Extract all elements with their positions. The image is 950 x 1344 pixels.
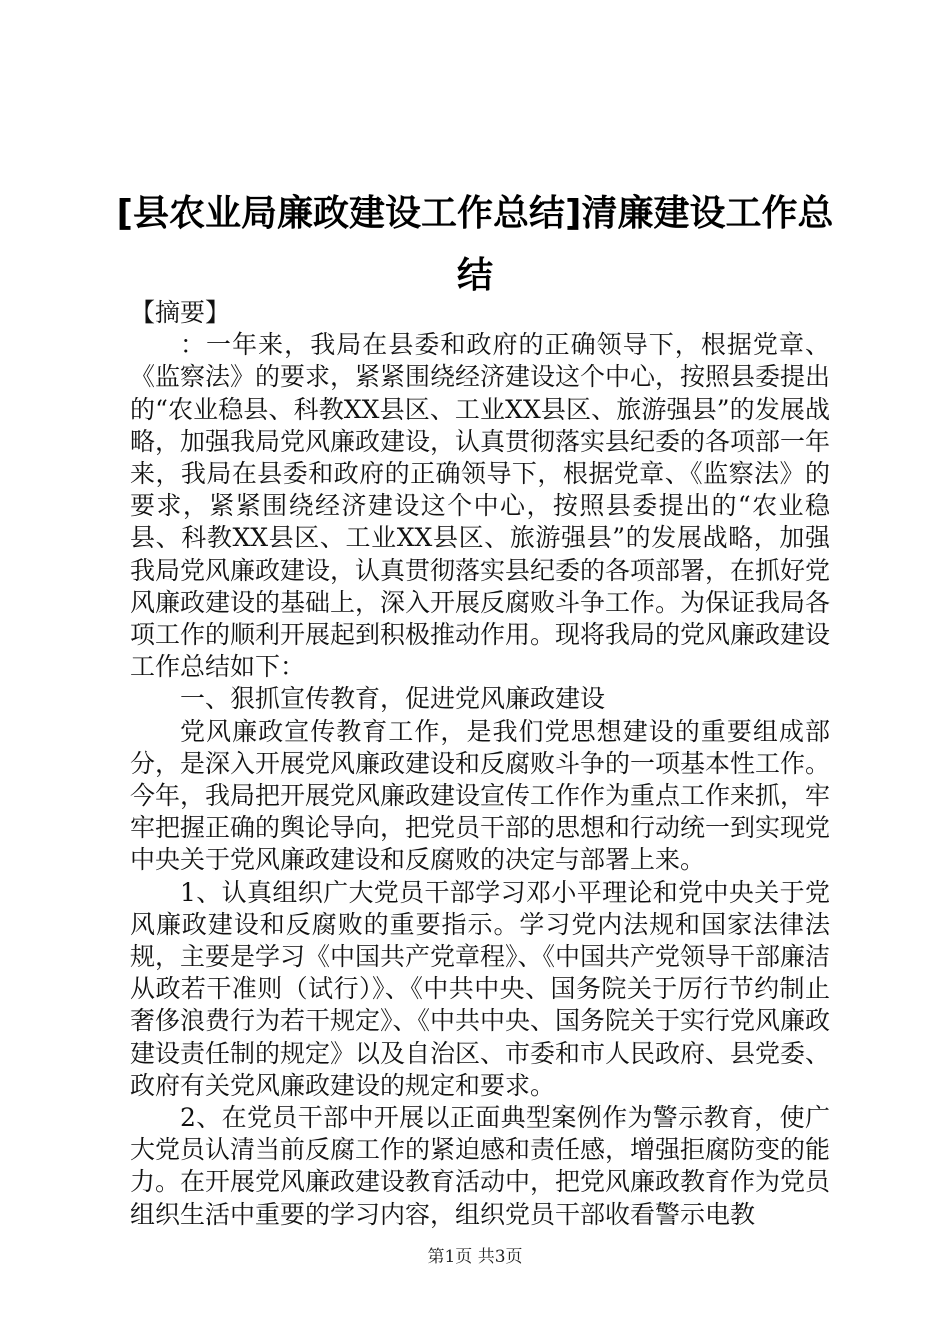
document-body xyxy=(130,297,830,1231)
body-paragraph: 2、在党员干部中开展以正面典型案例作为警示教育，使广大党员认清当前反腐工作的紧迫感和责任感，增强拒腐防变的能力。在开展党风廉政建设教育活动中，把党风廉政教育作为党员组织生活中重要的学习内容，组织党员干部收看警示电教 xyxy=(130,1103,831,1229)
section-heading: 一、狠抓宣传教育，促进党风廉政建设 xyxy=(180,684,606,714)
abstract-paragraph: ：一年来，我局在县委和政府的正确领导下，根据党章、《监察法》的要求，紧紧围绕经济建设这个中心，按照县委提出的“农业稳县、科教XX县区、工业XX县区、旅游强县”的发展战略，加强我局党风廉政建设，认真贯彻落实县纪委的各项部一年来，我局在县委和政府的正确领导下，根据党章、《监察法》的要求，紧紧围绕经济建设这个中心，按照县委提出的“农业稳县、科教XX县区、工业XX县区、旅游强县”的发展战略，加强我局党风廉政建设，认真贯彻落实县纪委的各项部署，在抓好党风廉政建设的基础上，深入开展反腐败斗争工作。为保证我局各项工作的顺利开展起到积极推动作用。现将我局的党风廉政建设工作总结如下： xyxy=(130,330,831,682)
body-paragraph: 党风廉政宣传教育工作，是我们党思想建设的重要组成部分，是深入开展党风廉政建设和反腐败斗争的一项基本性工作。今年，我局把开展党风廉政建设宣传工作作为重点工作来抓，牢牢把握正确的舆论导向，把党员干部的思想和行动统一到实现党中央关于党风廉政建设和反腐败的决定与部署上来。 xyxy=(130,716,831,875)
document-title: [县农业局廉政建设工作总结]清廉建设工作总结 xyxy=(116,193,834,296)
body-paragraph: 1、认真组织广大党员干部学习邓小平理论和党中央关于党风廉政建设和反腐败的重要指示。学习党内法规和国家法律法规，主要是学习《中国共产党章程》、《中国共产党领导干部廉洁从政若干准则（试行）》、《中共中央、国务院关于厉行节约制止奢侈浪费行为若干规定》、《中共中央、国务院关于实行党风廉政建设责任制的规定》以及自治区、市委和市人民政府、县党委、政府有关党风廉政建设的规定和要求。 xyxy=(130,877,831,1100)
abstract-label: 【摘要】 xyxy=(130,298,231,327)
page-footer: 第1页 共3页 xyxy=(427,1247,523,1267)
